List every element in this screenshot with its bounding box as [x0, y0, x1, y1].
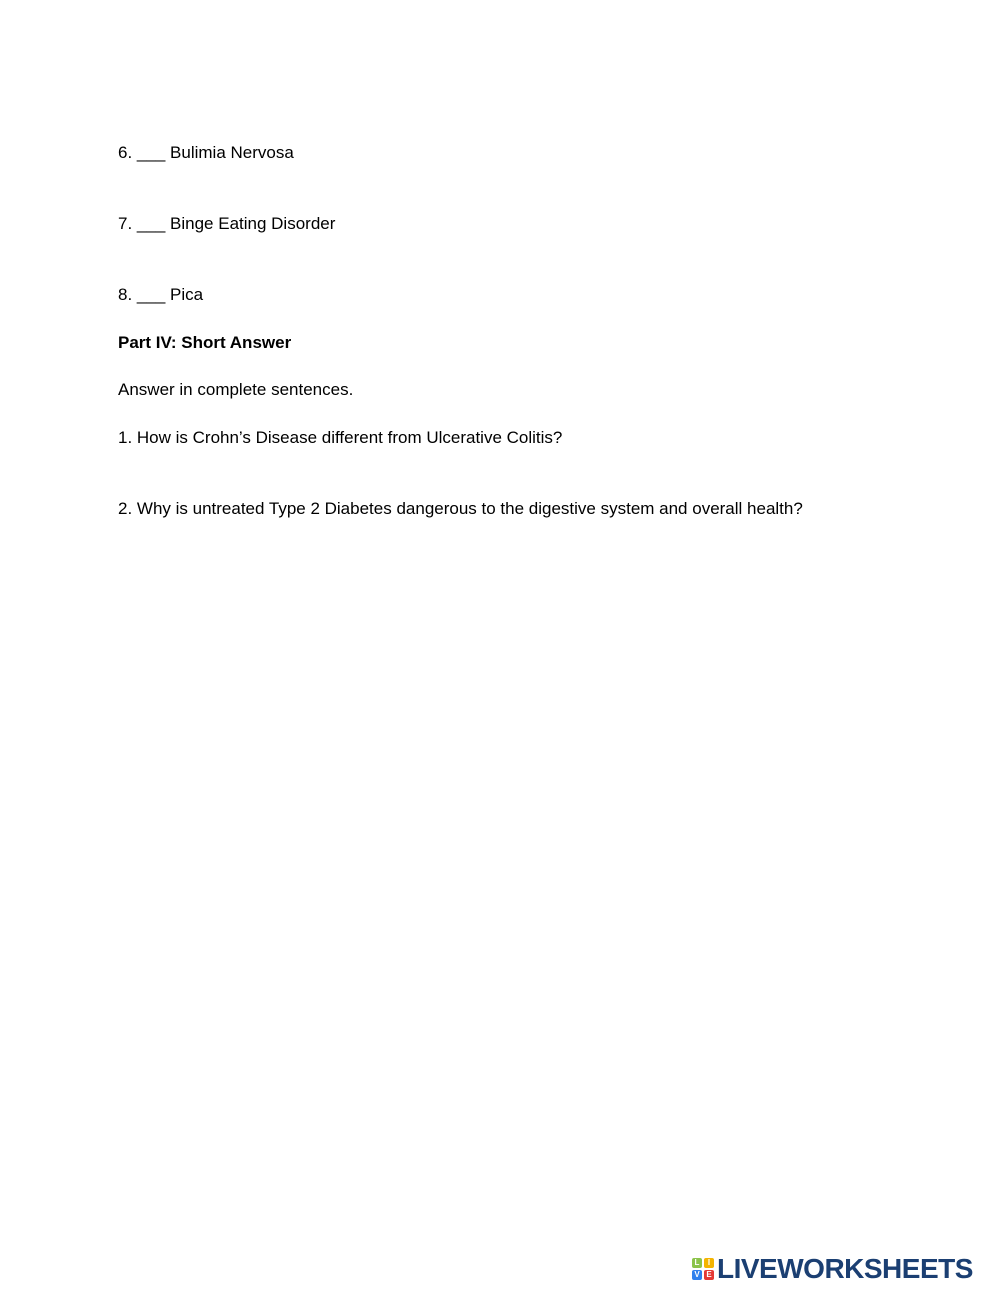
section-instructions: Answer in complete sentences. — [118, 380, 354, 399]
logo-block-v: V — [692, 1270, 702, 1280]
answer-blank[interactable]: ___ — [136, 143, 166, 162]
logo-block-l: L — [692, 1258, 702, 1268]
matching-item-8 — [118, 285, 203, 305]
answer-blank[interactable]: ___ — [136, 285, 166, 304]
logo-blocks-icon — [692, 1258, 714, 1280]
item-number: 6. — [118, 143, 133, 162]
section-heading: Part IV: Short Answer — [118, 333, 292, 352]
item-term: Bulimia Nervosa — [170, 143, 294, 162]
answer-blank[interactable]: ___ — [136, 214, 166, 233]
logo-block-e: E — [704, 1270, 714, 1280]
item-term: Pica — [170, 285, 204, 304]
matching-item-7 — [118, 214, 335, 234]
short-answer-question-1: 1. How is Crohn’s Disease different from Ulcerative Colitis? — [118, 428, 563, 447]
liveworksheets-logo — [692, 1253, 973, 1284]
short-answer-question-2: 2. Why is untreated Type 2 Diabetes dangerous to the digestive system and overall health? — [118, 499, 803, 518]
item-number: 7. — [118, 214, 133, 233]
item-number: 8. — [118, 285, 133, 304]
item-term: Binge Eating Disorder — [170, 214, 336, 233]
logo-wordmark: LIVEWORKSHEETS — [717, 1253, 973, 1284]
logo-block-i: I — [704, 1258, 714, 1268]
matching-item-6 — [118, 143, 294, 163]
